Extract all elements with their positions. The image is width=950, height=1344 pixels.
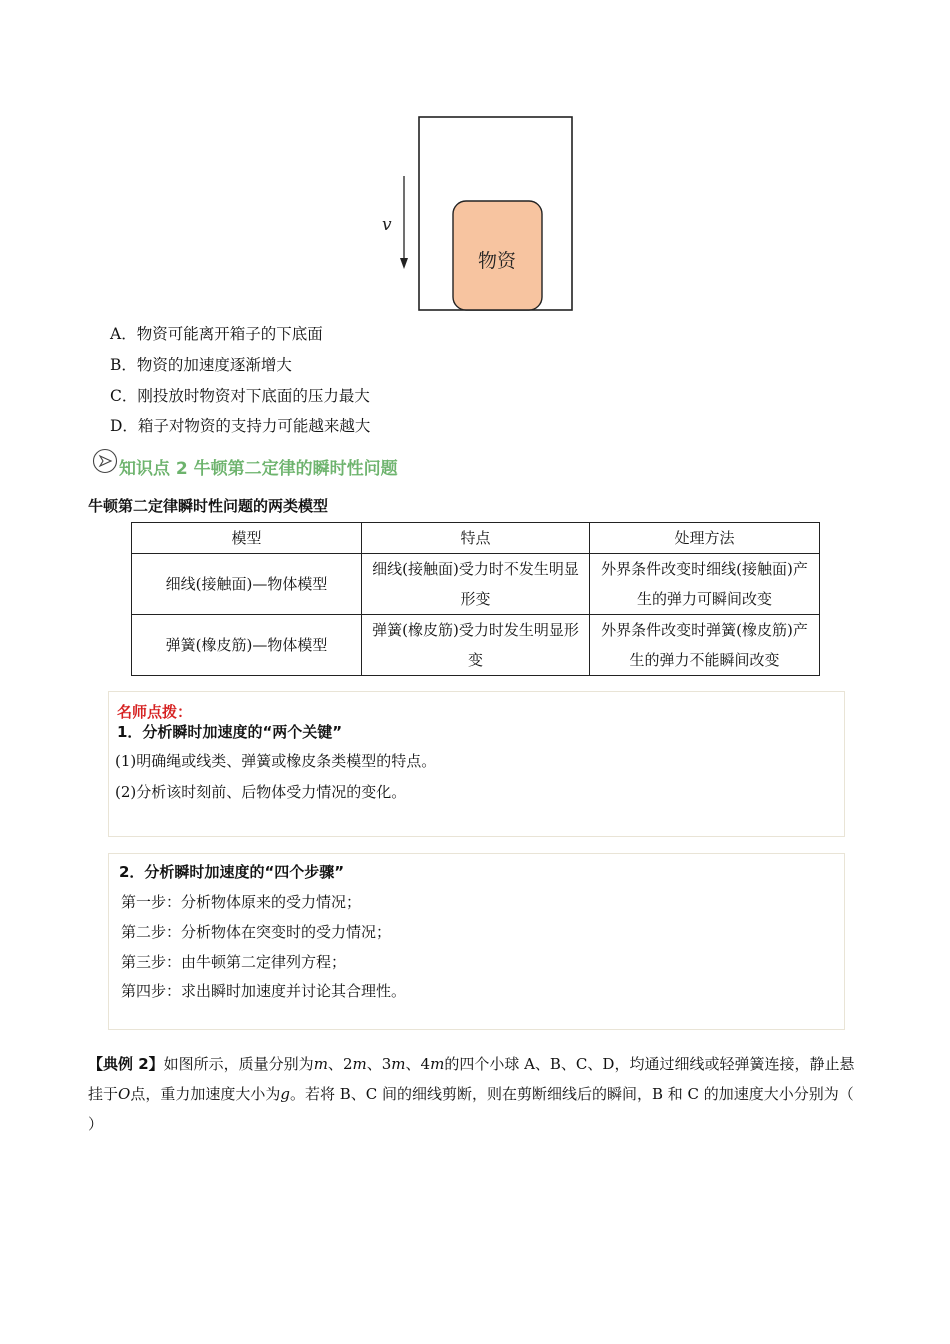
coef: 4: [420, 1055, 431, 1073]
knowledge-point-title: 知识点 2 牛顿第二定律的瞬时性问题: [119, 459, 398, 479]
example-text: 如图所示，质量分别为: [163, 1055, 314, 1073]
var-m: m: [313, 1055, 328, 1073]
coef: 3: [381, 1055, 392, 1073]
knowledge-point-heading: [92, 448, 592, 482]
table-cell: 细线(接触面)—物体模型: [132, 554, 362, 615]
step-item: 第二步：分析物体在突变时的受力情况；: [121, 923, 392, 941]
tips-label: 名师点拨：: [117, 703, 193, 721]
separator: 、: [405, 1055, 421, 1073]
var-m: m: [430, 1055, 445, 1073]
option-d: D．箱子对物资的支持力可能越来越大: [110, 417, 371, 435]
table-header: 特点: [362, 523, 590, 554]
table-header: 模型: [132, 523, 362, 554]
table-header-row: [132, 523, 820, 554]
step-item: 第四步：求出瞬时加速度并讨论其合理性。: [121, 982, 407, 1000]
velocity-label: v: [382, 215, 392, 235]
var-g: g: [280, 1085, 290, 1103]
option-c: C．刚投放时物资对下底面的压力最大: [110, 387, 370, 405]
table-cell: 外界条件改变时弹簧(橡皮筋)产生的弹力不能瞬间改变: [590, 615, 820, 676]
table-row: [132, 554, 820, 615]
example-text: 。若将 B、C 间的细线剪断，则在剪断细线后的瞬间，B 和 C 的加速度大小分别为（ ）: [88, 1085, 854, 1133]
tips-point: (2)分析该时刻前、后物体受力情况的变化。: [115, 783, 407, 801]
box-figure: [360, 110, 590, 320]
tips-heading-2: 2．分析瞬时加速度的“四个步骤”: [119, 863, 345, 881]
table-cell: 弹簧(橡皮筋)—物体模型: [132, 615, 362, 676]
velocity-arrowhead: [400, 258, 408, 269]
tips-box-1: [108, 691, 845, 837]
example-tag: 【典例 2】: [88, 1055, 164, 1073]
tips-point: (1)明确绳或线类、弹簧或橡皮条类模型的特点。: [115, 752, 437, 770]
block-label: 物资: [477, 250, 517, 272]
table-header: 处理方法: [590, 523, 820, 554]
table-cell: 细线(接触面)受力时不发生明显形变: [362, 554, 590, 615]
option-b: B．物资的加速度逐渐增大: [110, 356, 292, 374]
example-text: 点，重力加速度大小为: [130, 1085, 281, 1103]
table-cell: 弹簧(橡皮筋)受力时发生明显形变: [362, 615, 590, 676]
table-row: [132, 615, 820, 676]
var-m: m: [391, 1055, 406, 1073]
models-table: [131, 522, 820, 676]
tips-heading-1: 1．分析瞬时加速度的“两个关键”: [117, 723, 343, 741]
arrow-circle-icon: [92, 448, 120, 476]
table-cell: 外界条件改变时细线(接触面)产生的弹力可瞬间改变: [590, 554, 820, 615]
point-o: O: [118, 1085, 131, 1103]
step-item: 第一步：分析物体原来的受力情况；: [121, 893, 362, 911]
tips-box-2: [108, 853, 845, 1030]
separator: 、: [366, 1055, 382, 1073]
box-diagram: [360, 110, 590, 320]
var-m: m: [352, 1055, 367, 1073]
coef: 2: [342, 1055, 353, 1073]
example-text: 的四个小球 A、B、C、D，均通过细线或轻弹簧连接，静止悬挂于: [88, 1055, 855, 1103]
example-paragraph: [88, 1049, 863, 1139]
section-subheading: 牛顿第二定律瞬时性问题的两类模型: [88, 497, 329, 515]
step-item: 第三步：由牛顿第二定律列方程；: [121, 953, 347, 971]
option-a: A．物资可能离开箱子的下底面: [110, 325, 323, 343]
separator: 、: [327, 1055, 343, 1073]
